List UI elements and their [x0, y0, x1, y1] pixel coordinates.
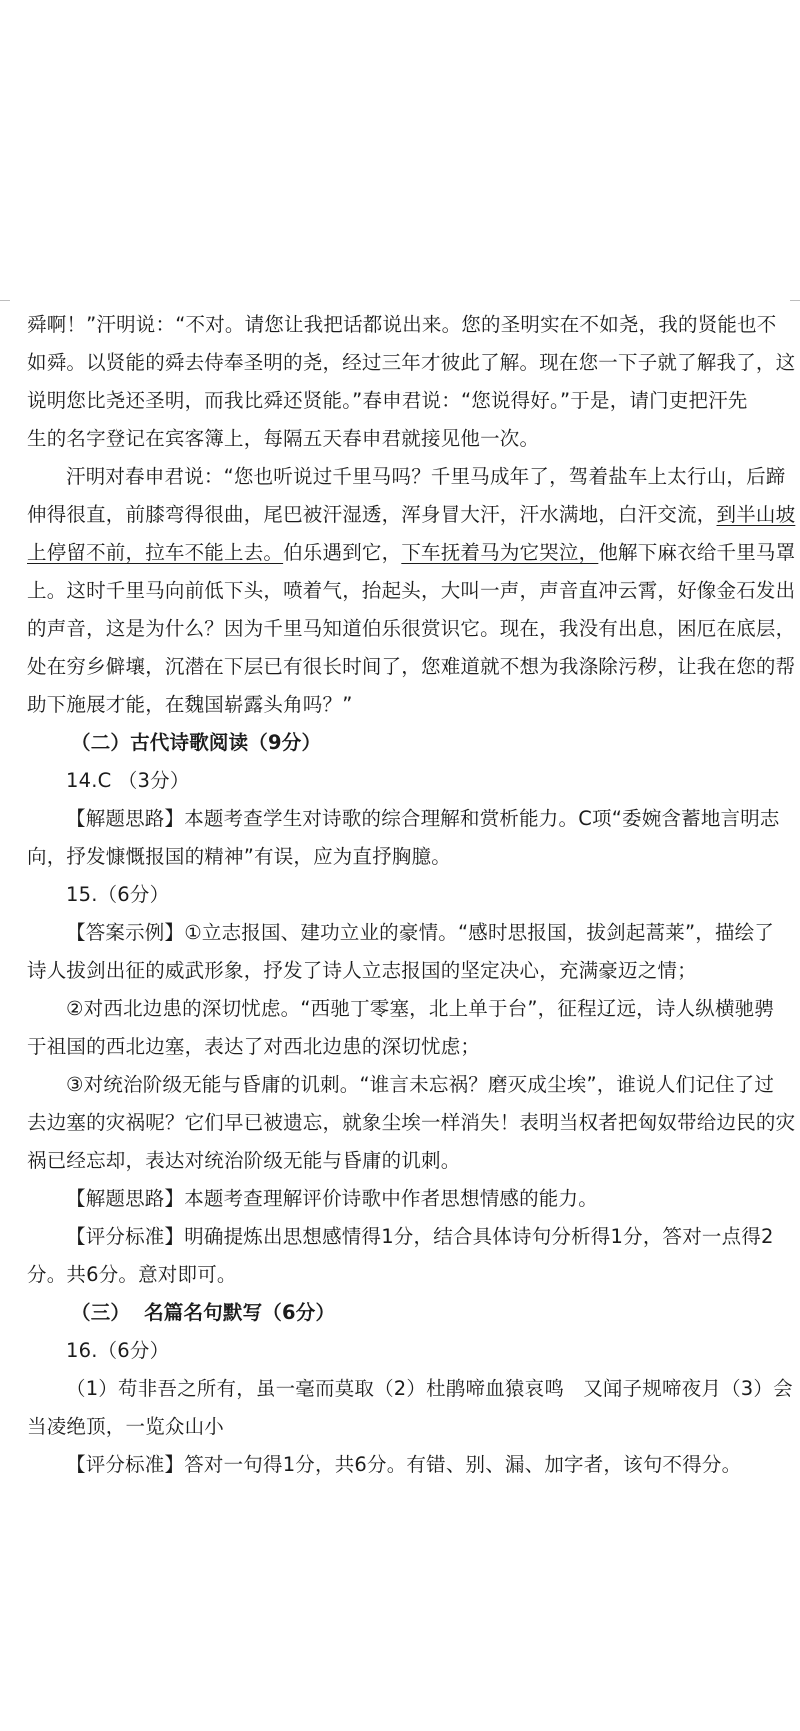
underlined-sentence: 下车抚着马为它哭泣， — [401, 541, 599, 564]
passage-line — [27, 534, 796, 572]
q15-example: 【答案示例】①立志报国、建功立业的豪情。“感时思报国，拔剑起蒿莱”，描绘了 — [66, 921, 775, 944]
passage-line: 上。这时千里马向前低下头，喷着气，抬起头，大叫一声，声音直冲云霄，好像金石发出 — [27, 579, 796, 602]
q16-content: （1）苟非吾之所有，虽一毫而莫取（2）杜鹃啼血猿哀鸣 又闻子规啼夜月（3）会 — [66, 1377, 793, 1400]
q14-analysis-cont: 向，抒发慷慨报国的精神”有误，应为直抒胸臆。 — [27, 845, 452, 868]
passage-text: 伯乐遇到它， — [283, 541, 402, 564]
q15-scoring-cont: 分。共6分。意对即可。 — [27, 1263, 237, 1286]
passage-line: 助下施展才能，在魏国崭露头角吗？” — [27, 693, 353, 716]
q15-point-3-cont: 祸已经忘却，表达对统治阶级无能与昏庸的讥刺。 — [27, 1149, 461, 1172]
underlined-sentence: 到半山坡 — [716, 503, 796, 526]
q14-analysis: 【解题思路】本题考查学生对诗歌的综合理解和赏析能力。C项“委婉含蓄地言明志 — [66, 807, 780, 830]
q15-answer: 15.（6分） — [66, 883, 170, 906]
q15-analysis: 【解题思路】本题考查理解评价诗歌中作者思想情感的能力。 — [66, 1187, 598, 1210]
q15-point-3-cont: 去边塞的灾祸呢？它们早已被遗忘，就象尘埃一样消失！表明当权者把匈奴带给边民的灾 — [27, 1111, 796, 1134]
passage-line: 汗明对春申君说：“您也听说过千里马吗？千里马成年了，驾着盐车上太行山，后蹄 — [66, 465, 786, 488]
underlined-sentence: 上停留不前，拉车不能上去。 — [27, 541, 284, 564]
q16-answer: 16.（6分） — [66, 1339, 170, 1362]
passage-line: 处在穷乡僻壤，沉潜在下层已有很长时间了，您难道就不想为我涤除污秽，让我在您的帮 — [27, 655, 796, 678]
q15-scoring: 【评分标准】明确提炼出思想感情得1分，结合具体诗句分析得1分，答对一点得2 — [66, 1225, 774, 1248]
q16-scoring: 【评分标准】答对一句得1分，共6分。有错、别、漏、加字者，该句不得分。 — [66, 1453, 742, 1476]
q15-point-3: ③对统治阶级无能与昏庸的讥刺。“谁言未忘祸？磨灭成尘埃”，谁说人们记住了过 — [66, 1073, 775, 1096]
answer-document — [27, 306, 796, 1484]
passage-line: 舜啊！”汗明说：“不对。请您让我把话都说出来。您的圣明实在不如尧，我的贤能也不 — [27, 313, 777, 336]
q14-answer: 14.C （3分） — [66, 769, 190, 792]
q15-example-cont: 诗人拔剑出征的威武形象，抒发了诗人立志报国的坚定决心，充满豪迈之情； — [27, 959, 697, 982]
passage-line: 生的名字登记在宾客簿上，每隔五天春申君就接见他一次。 — [27, 427, 540, 450]
passage-line: 如舜。以贤能的舜去侍奉圣明的尧，经过三年才彼此了解。现在您一下子就了解我了，这 — [27, 351, 796, 374]
left-edge-mark — [0, 300, 10, 301]
section-heading-recitation: （三） 名篇名句默写（6分） — [71, 1301, 336, 1324]
passage-line: 说明您比尧还圣明，而我比舜还贤能。”春申君说：“您说得好。”于是，请门吏把汗先 — [27, 389, 748, 412]
passage-line — [27, 496, 796, 534]
section-heading-poetry: （二）古代诗歌阅读（9分） — [71, 731, 322, 754]
passage-text: 伸得很直，前膝弯得很曲，尾巴被汗湿透，浑身冒大汗，汗水满地，白汗交流， — [27, 503, 717, 526]
right-edge-mark — [790, 300, 800, 301]
q15-point-2: ②对西北边患的深切忧虑。“西驰丁零塞，北上单于台”，征程辽远，诗人纵横驰骋 — [66, 997, 775, 1020]
passage-text: 他解下麻衣给千里马罩 — [598, 541, 796, 564]
q16-content-cont: 当凌绝顶，一览众山小 — [27, 1415, 225, 1438]
passage-line: 的声音，这是为什么？因为千里马知道伯乐很赏识它。现在，我没有出息，困厄在底层， — [27, 617, 796, 640]
q15-point-2-cont: 于祖国的西北边塞，表达了对西北边患的深切忧虑； — [27, 1035, 481, 1058]
